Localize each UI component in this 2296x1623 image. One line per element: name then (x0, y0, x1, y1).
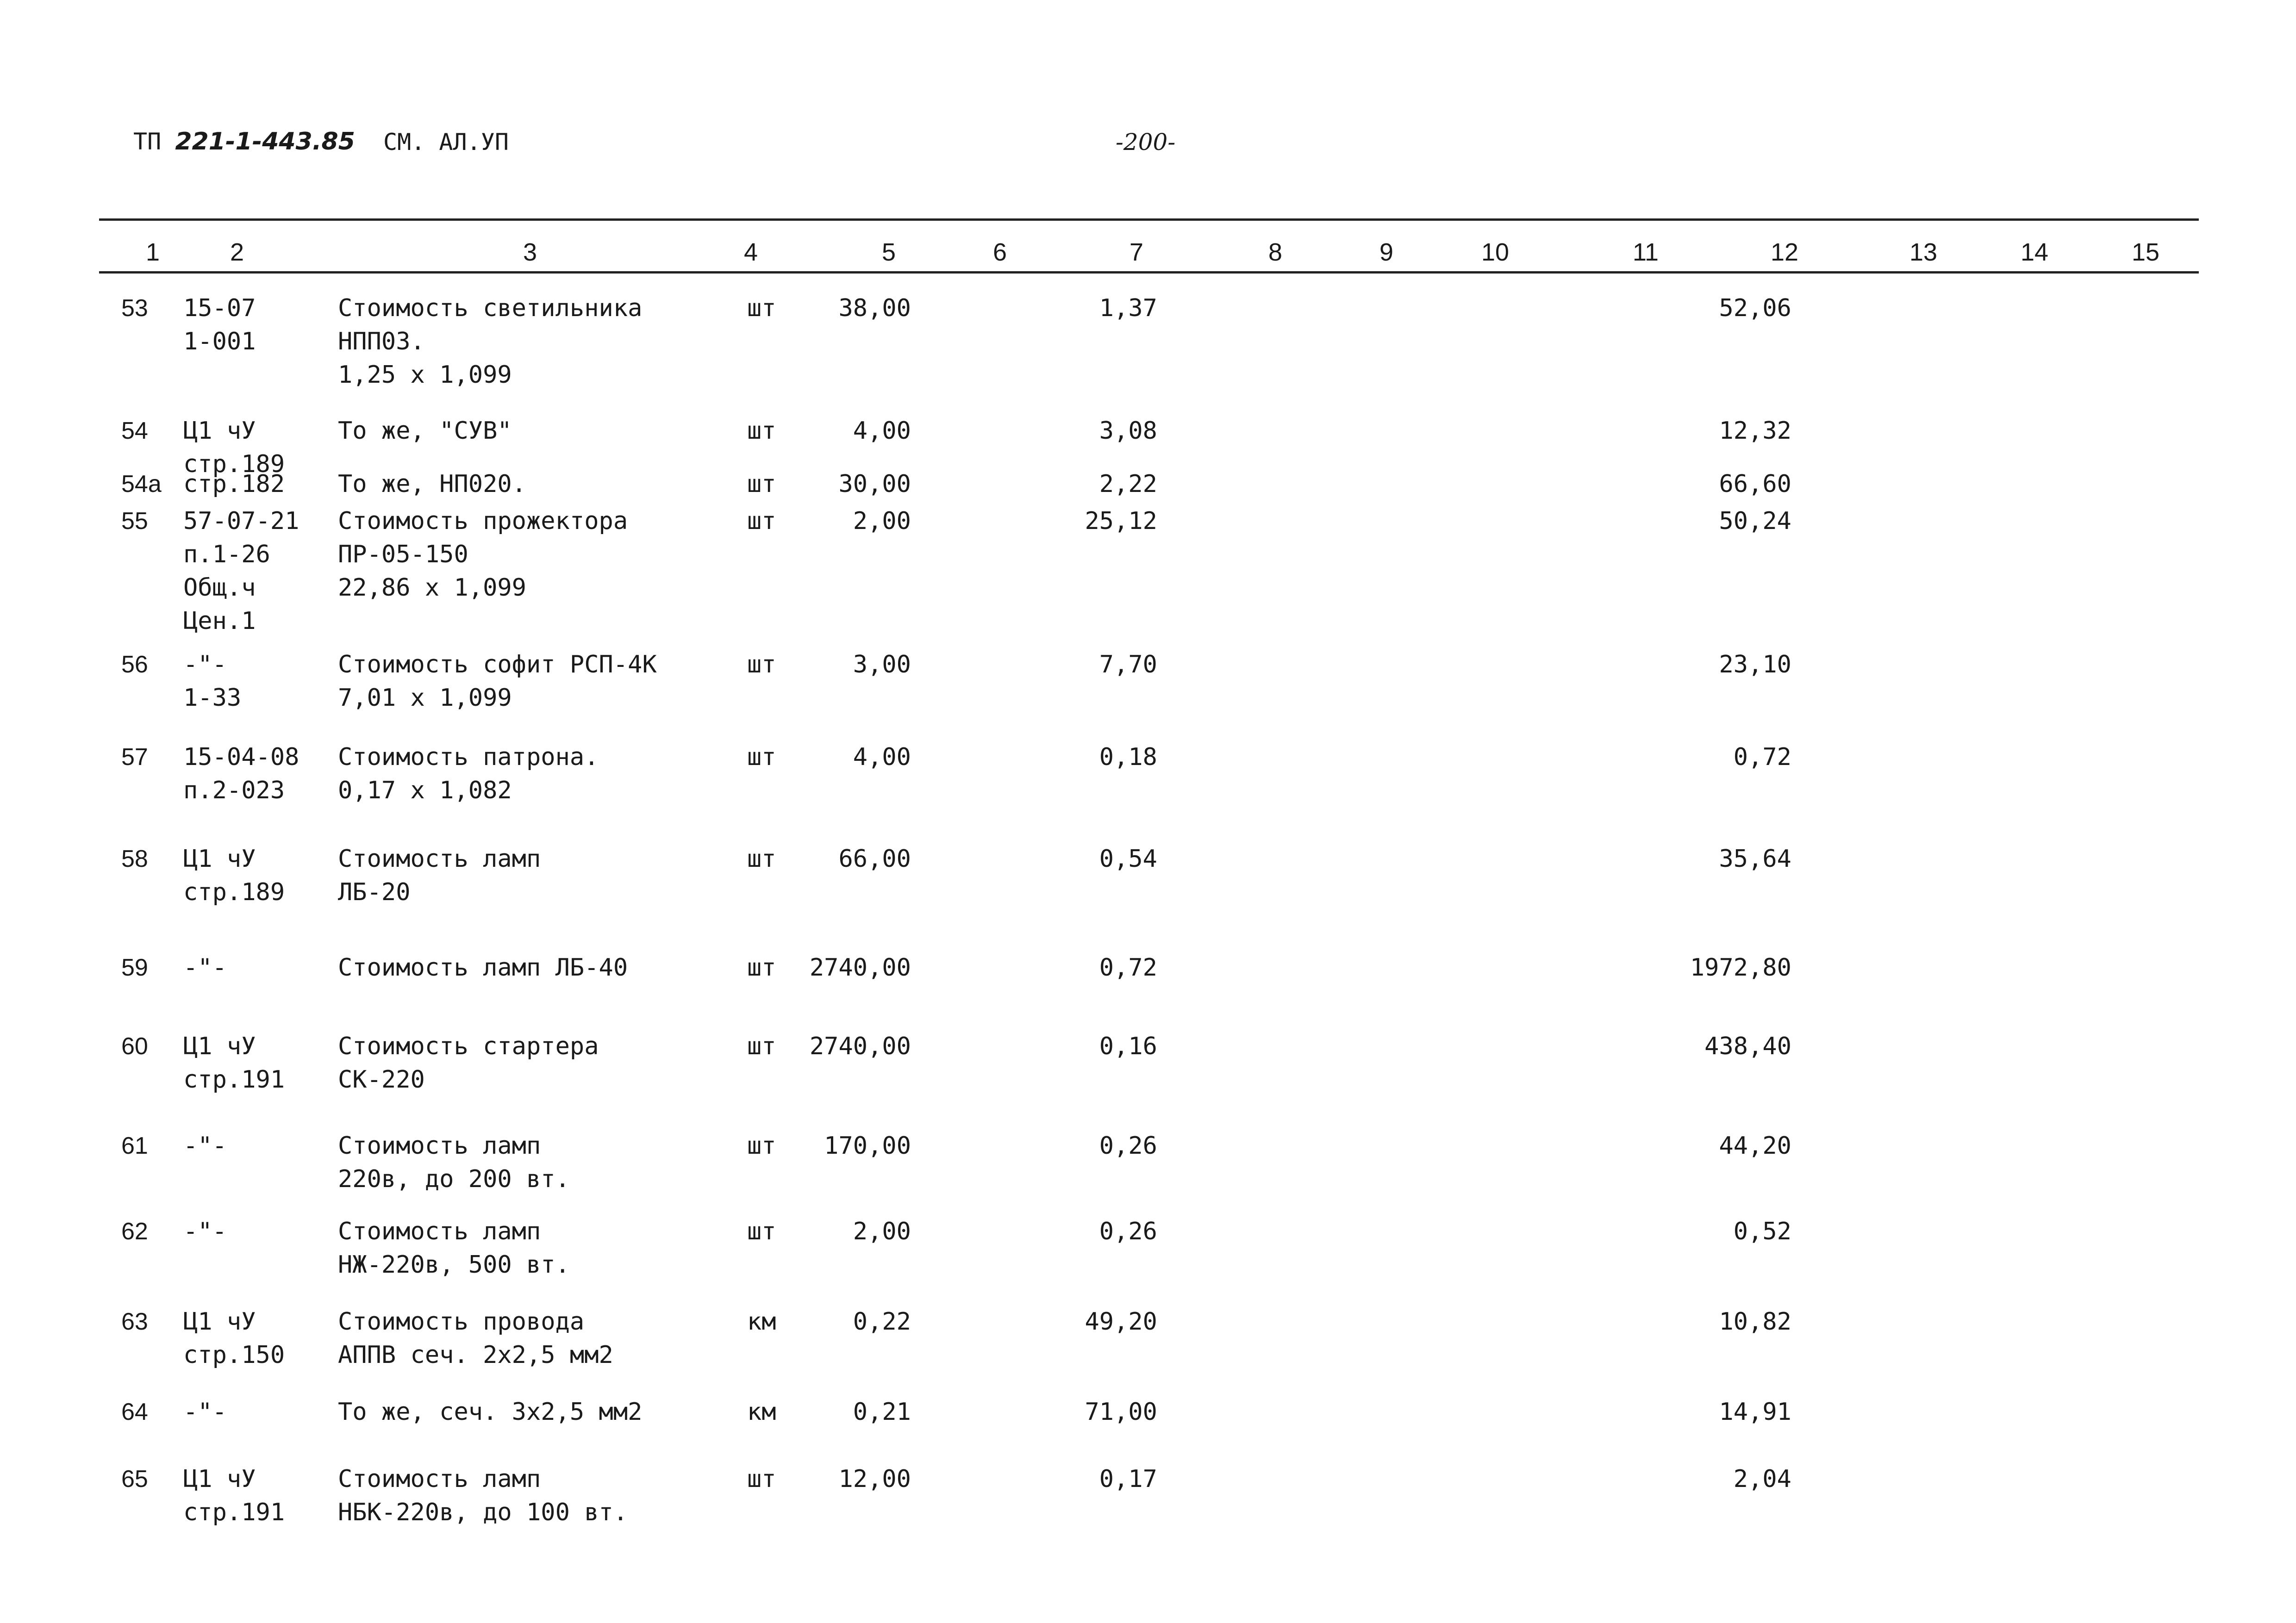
quantity: 38,00 (838, 294, 911, 322)
total-cost: 50,24 (1719, 507, 1791, 535)
item-description-line: 7,01 х 1,099 (338, 684, 512, 712)
unit-price: 25,12 (1085, 507, 1157, 535)
quantity: 0,21 (853, 1398, 911, 1426)
item-description-line: Стоимость ламп (338, 1218, 541, 1245)
price-reference (183, 1395, 227, 1429)
column-number: 12 (1770, 238, 1799, 266)
item-description-line: То же, "СУВ" (338, 417, 512, 445)
quantity: 66,00 (838, 845, 911, 873)
price-reference-line: стр.189 (183, 450, 285, 478)
item-description (338, 414, 512, 448)
price-reference-line: Общ.ч (183, 574, 256, 602)
item-description (338, 1462, 628, 1529)
column-number: 7 (1129, 238, 1144, 266)
quantity: 12,00 (838, 1465, 911, 1493)
price-reference-line: -"- (183, 1132, 227, 1160)
row-number: 56 (121, 651, 148, 678)
item-description-line: АППВ сеч. 2х2,5 мм2 (338, 1341, 613, 1369)
item-description-line: То же, НП020. (338, 470, 526, 498)
unit-price: 0,16 (1099, 1032, 1157, 1060)
row-number: 64 (121, 1399, 148, 1425)
item-description (338, 467, 526, 501)
album-reference: СМ. АЛ.УП (383, 129, 509, 155)
quantity: 4,00 (853, 743, 911, 771)
unit-price: 0,26 (1099, 1218, 1157, 1245)
price-reference-line: стр.191 (183, 1499, 285, 1526)
quantity: 2,00 (853, 1218, 911, 1245)
item-description-line: ПР-05-150 (338, 541, 468, 568)
column-number: 4 (743, 238, 758, 266)
item-description-line: Стоимость стартера (338, 1032, 599, 1060)
item-description-line: Стоимость светильника (338, 294, 643, 322)
unit-price: 7,70 (1099, 651, 1157, 678)
price-reference-line: -"- (183, 1218, 227, 1245)
price-reference (183, 292, 256, 358)
total-cost: 44,20 (1719, 1132, 1791, 1160)
item-description (338, 1215, 570, 1281)
unit-of-measure: шт (747, 743, 776, 771)
item-description-line: Стоимость прожектора (338, 507, 628, 535)
price-reference-line: стр.182 (183, 470, 285, 498)
price-reference-line: -"- (183, 651, 227, 678)
price-reference-line: -"- (183, 954, 227, 982)
unit-price: 0,26 (1099, 1132, 1157, 1160)
total-cost: 23,10 (1719, 651, 1791, 678)
total-cost: 35,64 (1719, 845, 1791, 873)
row-number: 60 (121, 1033, 148, 1060)
price-reference-line: Ц1 чУ (183, 1465, 256, 1493)
unit-of-measure: км (747, 1308, 776, 1336)
quantity: 0,22 (853, 1308, 911, 1336)
unit-of-measure: шт (747, 507, 776, 535)
column-number: 15 (2131, 238, 2160, 266)
item-description (338, 1030, 599, 1096)
quantity: 2740,00 (809, 1032, 911, 1060)
column-number: 11 (1632, 238, 1659, 266)
table-header-rule (99, 271, 2199, 274)
row-number: 55 (121, 508, 148, 535)
row-number: 65 (121, 1466, 148, 1492)
column-number: 13 (1909, 238, 1938, 266)
unit-of-measure: шт (747, 1218, 776, 1245)
price-reference-line: п.2-023 (183, 777, 285, 804)
unit-of-measure: шт (747, 1465, 776, 1493)
price-reference (183, 648, 241, 715)
item-description (338, 740, 599, 807)
total-cost: 0,72 (1733, 743, 1791, 771)
item-description (338, 292, 642, 392)
column-number: 6 (992, 238, 1007, 266)
item-description (338, 504, 628, 604)
page-number: -200- (1116, 129, 1176, 155)
unit-price: 0,18 (1099, 743, 1157, 771)
item-description-line: 0,17 х 1,082 (338, 777, 512, 804)
unit-of-measure: км (747, 1398, 776, 1426)
price-reference-line: 15-04-08 (183, 743, 299, 771)
item-description-line: Стоимость патрона. (338, 743, 599, 771)
price-reference-line: 15-07 (183, 294, 256, 322)
row-number: 54а (121, 471, 162, 497)
price-reference (183, 1030, 285, 1096)
price-reference-line: Ц1 чУ (183, 1032, 256, 1060)
price-reference (183, 1129, 227, 1163)
item-description-line: Стоимость софит РСП-4К (338, 651, 657, 678)
unit-price: 0,54 (1099, 845, 1157, 873)
quantity: 2740,00 (809, 954, 911, 982)
unit-of-measure: шт (747, 1132, 776, 1160)
column-number: 2 (230, 238, 244, 266)
document-code-prefix: ТП (133, 128, 162, 155)
document-code (133, 130, 355, 154)
column-number: 10 (1481, 238, 1510, 266)
row-number: 59 (121, 954, 148, 981)
item-description (338, 1129, 570, 1196)
item-description-line: Стоимость провода (338, 1308, 585, 1336)
price-reference-line: Ц1 чУ (183, 1308, 256, 1336)
item-description-line: То же, сеч. 3х2,5 мм2 (338, 1398, 643, 1426)
unit-price: 2,22 (1099, 470, 1157, 498)
total-cost: 14,91 (1719, 1398, 1791, 1426)
price-reference-line: стр.189 (183, 878, 285, 906)
price-reference (183, 467, 285, 501)
item-description-line: НЖ-220в, 500 вт. (338, 1251, 570, 1279)
quantity: 3,00 (853, 651, 911, 678)
column-number: 9 (1379, 238, 1394, 266)
item-description-line: Стоимость ламп (338, 845, 541, 873)
item-description-line: СК-220 (338, 1066, 425, 1094)
item-description-line: 22,86 х 1,099 (338, 574, 526, 602)
column-number: 5 (881, 238, 896, 266)
item-description (338, 951, 628, 984)
price-reference (183, 1462, 285, 1529)
unit-of-measure: шт (747, 845, 776, 873)
price-reference (183, 842, 285, 909)
unit-of-measure: шт (747, 470, 776, 498)
table-top-rule (99, 218, 2199, 221)
row-number: 63 (121, 1308, 148, 1335)
item-description (338, 842, 541, 909)
price-reference-line: Ц1 чУ (183, 845, 256, 873)
unit-of-measure: шт (747, 1032, 776, 1060)
price-reference-line: Ц1 чУ (183, 417, 256, 445)
item-description-line: Стоимость ламп (338, 1465, 541, 1493)
price-reference-line: 57-07-21 (183, 507, 299, 535)
total-cost: 2,04 (1733, 1465, 1791, 1493)
price-reference (183, 951, 227, 984)
total-cost: 10,82 (1719, 1308, 1791, 1336)
price-reference (183, 504, 299, 638)
row-number: 62 (121, 1218, 148, 1245)
row-number: 57 (121, 744, 148, 771)
price-reference (183, 1305, 285, 1372)
total-cost: 12,32 (1719, 417, 1791, 445)
item-description-line: Стоимость ламп ЛБ-40 (338, 954, 628, 982)
price-reference-line: стр.191 (183, 1066, 285, 1094)
total-cost: 0,52 (1733, 1218, 1791, 1245)
quantity: 170,00 (824, 1132, 911, 1160)
unit-of-measure: шт (747, 417, 776, 445)
unit-price: 3,08 (1099, 417, 1157, 445)
price-reference-line: Цен.1 (183, 607, 256, 635)
total-cost: 438,40 (1704, 1032, 1791, 1060)
item-description (338, 648, 657, 715)
quantity: 30,00 (838, 470, 911, 498)
column-number: 3 (523, 238, 537, 266)
total-cost: 66,60 (1719, 470, 1791, 498)
row-number: 61 (121, 1132, 148, 1159)
item-description-line: ЛБ-20 (338, 878, 411, 906)
unit-price: 49,20 (1085, 1308, 1157, 1336)
unit-price: 0,72 (1099, 954, 1157, 982)
column-number: 14 (2020, 238, 2049, 266)
item-description (338, 1305, 613, 1372)
unit-of-measure: шт (747, 294, 776, 322)
item-description-line: НПП03. (338, 328, 425, 355)
column-number: 8 (1268, 238, 1283, 266)
price-reference-line: п.1-26 (183, 541, 270, 568)
price-reference (183, 740, 299, 807)
item-description-line: 220в, до 200 вт. (338, 1165, 570, 1193)
unit-price: 1,37 (1099, 294, 1157, 322)
unit-price: 0,17 (1099, 1465, 1157, 1493)
item-description (338, 1395, 642, 1429)
document-code-number: 221-1-443.85 (175, 128, 355, 155)
price-reference (183, 1215, 227, 1248)
unit-of-measure: шт (747, 954, 776, 982)
row-number: 54 (121, 417, 148, 444)
quantity: 2,00 (853, 507, 911, 535)
price-reference-line: 1-33 (183, 684, 242, 712)
item-description-line: Стоимость ламп (338, 1132, 541, 1160)
price-reference-line: -"- (183, 1398, 227, 1426)
row-number: 53 (121, 295, 148, 322)
total-cost: 1972,80 (1690, 954, 1791, 982)
row-number: 58 (121, 846, 148, 872)
unit-of-measure: шт (747, 651, 776, 678)
item-description-line: НБК-220в, до 100 вт. (338, 1499, 628, 1526)
total-cost: 52,06 (1719, 294, 1791, 322)
item-description-line: 1,25 х 1,099 (338, 361, 512, 389)
unit-price: 71,00 (1085, 1398, 1157, 1426)
quantity: 4,00 (853, 417, 911, 445)
price-reference-line: 1-001 (183, 328, 256, 355)
column-number: 1 (145, 238, 160, 266)
price-reference-line: стр.150 (183, 1341, 285, 1369)
